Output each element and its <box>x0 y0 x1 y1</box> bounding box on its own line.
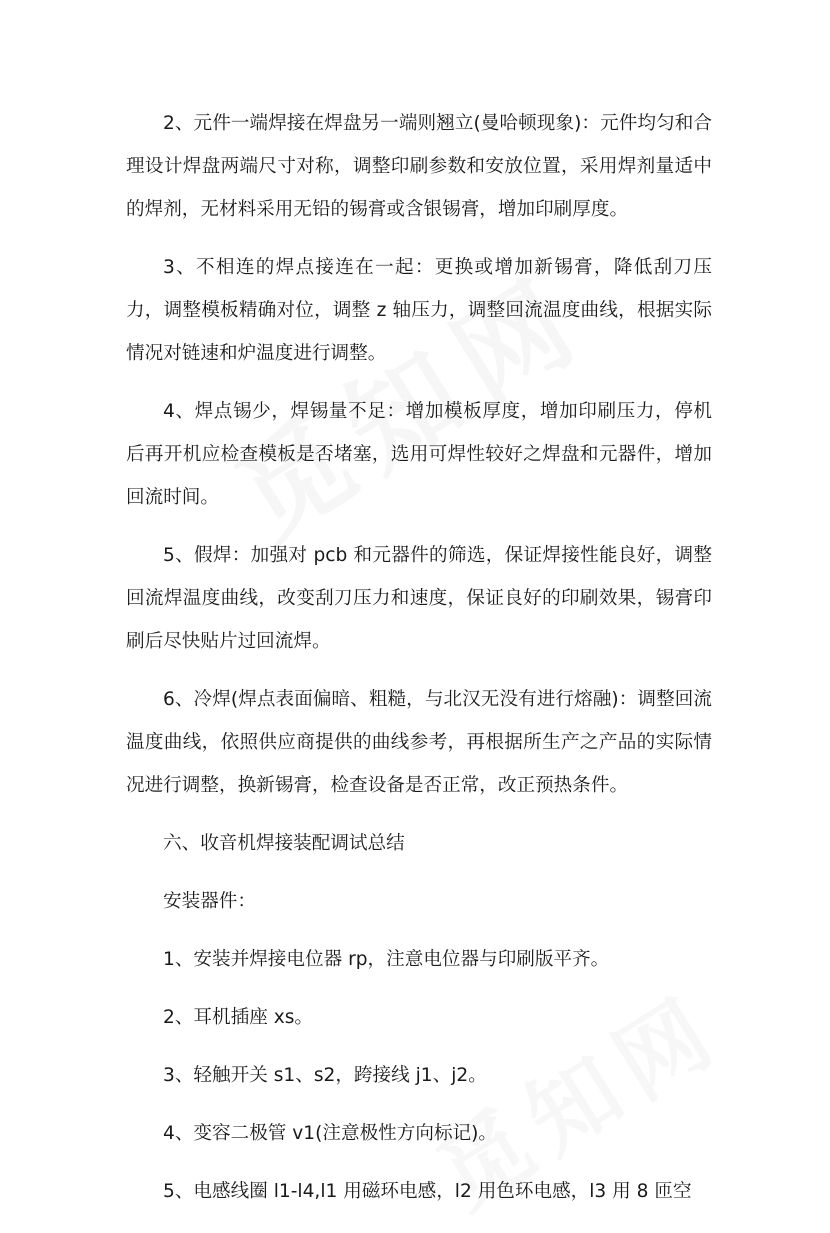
paragraph-item-2: 2、元件一端焊接在焊盘另一端则翘立(曼哈顿现象)：元件均匀和合理设计焊盘两端尺寸对称，调整印刷参数和安放位置，采用焊剂量适中的焊剂，无材料采用无铅的锡膏或含银锡膏，增加印刷厚度。 <box>126 113 712 220</box>
list-item-4: 4、变容二极管 v1(注意极性方向标记)。 <box>163 1123 497 1144</box>
paragraph-item-3: 3、不相连的焊点接连在一起：更换或增加新锡膏，降低刮刀压力，调整模板精确对位，调整 z 轴压力，调整回流温度曲线，根据实际情况对链速和炉温度进行调整。 <box>126 257 712 364</box>
paragraph-item-5: 5、假焊：加强对 pcb 和元器件的筛选，保证焊接性能良好，调整回流焊温度曲线，改变刮刀压力和速度，保证良好的印刷效果，锡膏印刷后尽快贴片过回流焊。 <box>126 545 712 652</box>
paragraph-item-4: 4、焊点锡少，焊锡量不足：增加模板厚度，增加印刷压力，停机后再开机应检查模板是否堵塞，选用可焊性较好之焊盘和元器件，增加回流时间。 <box>126 401 712 508</box>
document-body <box>126 102 712 1228</box>
list-item-1: 1、安装并焊接电位器 rp，注意电位器与印刷版平齐。 <box>163 949 610 970</box>
section-heading: 六、收音机焊接装配调试总结 <box>163 833 405 854</box>
paragraph-item-6: 6、冷焊(焊点表面偏暗、粗糙，与北汉无没有进行熔融)：调整回流温度曲线，依照供应商提供的曲线参考，再根据所生产之产品的实际情况进行调整，换新锡膏，检查设备是否正常，改正预热条件。 <box>126 689 712 796</box>
list-item-2: 2、耳机插座 xs。 <box>163 1007 313 1028</box>
list-item-3: 3、轻触开关 s1、s2，跨接线 j1、j2。 <box>163 1065 487 1086</box>
list-item-5: 5、电感线圈 l1-l4,l1 用磁环电感，l2 用色环电感，l3 用 8 匝空 <box>163 1181 692 1202</box>
subheading-install: 安装器件： <box>163 891 256 912</box>
